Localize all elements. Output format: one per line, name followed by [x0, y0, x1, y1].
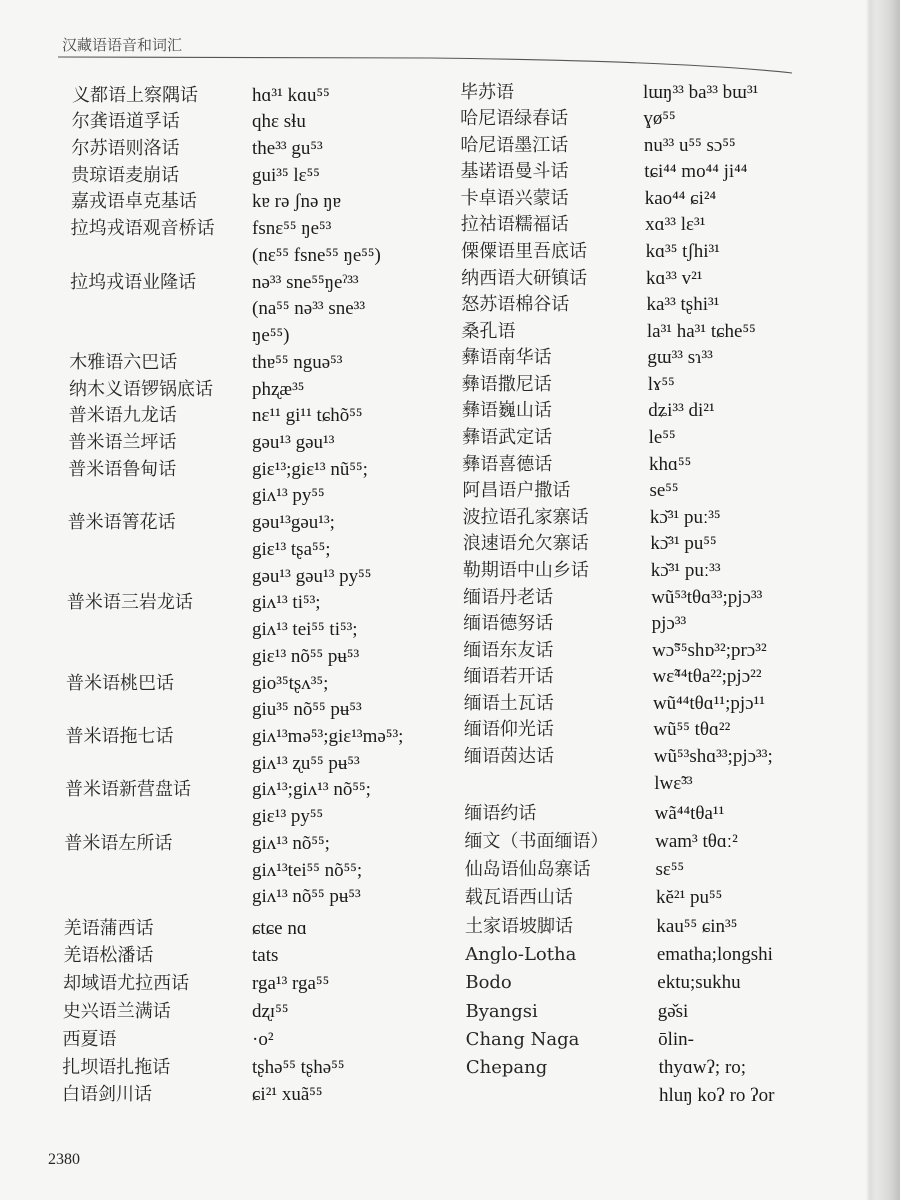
word-form: wũ⁵³tθɑ³³;pjɔ³³: [651, 586, 763, 608]
dictionary-entry: [450, 530, 810, 557]
language-name: 义都语上察隅话: [72, 84, 198, 106]
word-form: giʌ¹³ py⁵⁵: [252, 485, 325, 507]
word-form: gəu¹³ gəu¹³: [252, 431, 335, 453]
word-form: giʌ¹³ tei⁵⁵ ti⁵³;: [252, 619, 358, 641]
language-name: 拉坞戎语观音桥话: [70, 218, 215, 240]
language-name: 卡卓语兴蒙话: [460, 187, 569, 209]
word-form: wam³ tθɑː²: [655, 830, 738, 852]
language-name: 尔苏语则洛话: [71, 137, 180, 159]
language-name: 羌语松潘话: [63, 945, 154, 967]
dictionary-entry: [55, 429, 450, 456]
word-form: the³³ gu⁵³: [252, 137, 323, 159]
language-name: 纳西语大研镇话: [461, 267, 588, 289]
word-form: giʌ¹³ nõ⁵⁵ pʉ⁵³: [252, 886, 361, 908]
dictionary-entry: [450, 998, 810, 1025]
running-head: 汉藏语语音和词汇: [62, 36, 183, 54]
dictionary-entry: [450, 344, 810, 371]
language-name: 浪速语允欠寨话: [462, 533, 589, 555]
word-form: qhɛ sɬu: [252, 111, 306, 133]
word-form: wɔ̃⁵⁵shɒ³²;prɔ³²: [652, 639, 767, 661]
dictionary-entry: [55, 1054, 450, 1081]
language-name: 勒期语中山乡话: [462, 559, 589, 581]
word-form: thɐ⁵⁵ nguə⁵³: [252, 351, 343, 373]
word-form: kɐ rə ʃnə ŋɐ: [252, 191, 342, 213]
dictionary-entry: [450, 743, 810, 797]
word-form: lɤ⁵⁵: [647, 373, 675, 395]
language-name: 尔龚语道孚话: [71, 111, 180, 133]
word-form: ka³³ tʂhi³¹: [646, 294, 720, 316]
word-form: ektu;sukhu: [657, 972, 741, 994]
language-name: 毕苏语: [460, 81, 514, 103]
dictionary-entry: [450, 637, 810, 664]
dictionary-entry: [55, 162, 450, 189]
dictionary-entry: [450, 1054, 810, 1109]
dictionary-entry: [55, 349, 450, 376]
language-name: 桑孔语: [461, 320, 516, 342]
word-form: ematha;longshi: [656, 944, 773, 965]
dictionary-entry: [450, 913, 810, 940]
word-form: giɛ¹³ py⁵⁵: [252, 806, 324, 828]
language-name: 扎坝语扎拖话: [62, 1056, 171, 1078]
language-name: 白语剑川话: [62, 1084, 152, 1106]
dictionary-entry: [450, 856, 810, 883]
word-form: phʐæ³⁵: [252, 378, 305, 400]
language-name: 怒苏语棉谷话: [461, 294, 570, 316]
dictionary-entry: [55, 108, 450, 135]
language-name: 傈僳语里吾底话: [460, 240, 587, 262]
dictionary-entry: [450, 800, 810, 827]
dictionary-entry: [450, 884, 810, 911]
right-column: [450, 72, 810, 1122]
language-name: 缅语约话: [464, 802, 537, 824]
language-name: 彝语武定话: [462, 427, 553, 449]
left-column: [55, 75, 450, 1120]
dictionary-entry: [450, 397, 810, 424]
word-form: lwɛ̃³³: [654, 772, 693, 794]
language-name: 土家语坡脚话: [465, 915, 574, 937]
language-name: 缅语仰光话: [463, 719, 554, 741]
header-rule-line: [58, 57, 792, 73]
language-name: 贵琼语麦崩话: [71, 164, 180, 186]
word-form: wũ⁵³shɑ³³;pjɔ³³;: [653, 746, 773, 767]
word-form: la³¹ ha³¹ tɕhe⁵⁵: [646, 320, 756, 342]
word-form: gio³⁵tʂʌ³⁵;: [252, 672, 329, 694]
language-name: 普米语兰坪话: [68, 431, 177, 453]
dictionary-entry: [450, 716, 810, 743]
word-form: kɔ̆³¹ pu⁵⁵: [650, 533, 717, 555]
dictionary-entry: [450, 291, 810, 318]
word-form: gəu¹³ gəu¹³ py⁵⁵: [252, 565, 372, 587]
word-form: kɑ³⁵ tʃhi³¹: [645, 240, 720, 262]
language-name: 缅语丹老话: [463, 586, 554, 608]
language-name: 缅语茵达话: [464, 746, 555, 767]
word-form: giʌ¹³ ʐu⁵⁵ pʉ⁵³: [252, 752, 360, 774]
word-form: giʌ¹³ nõ⁵⁵;: [252, 832, 330, 854]
language-name: 普米语鲁甸话: [68, 458, 177, 480]
word-form: pjɔ³³: [651, 613, 687, 635]
word-form: (na⁵⁵ nə³³ sne³³: [252, 298, 366, 320]
word-form: gə̌si: [657, 1000, 689, 1022]
dictionary-entry: [55, 402, 450, 429]
word-form: kau⁵⁵ ɕin³⁵: [656, 915, 738, 937]
language-name: 彝语巍山话: [461, 400, 552, 422]
dictionary-entry: [450, 690, 810, 717]
dictionary-entry: [55, 723, 450, 777]
dictionary-entry: [450, 318, 810, 345]
language-name: 普米语三岩龙话: [66, 592, 193, 614]
word-form: ŋe⁵⁵): [252, 325, 290, 347]
word-form: gui³⁵ lɛ⁵⁵: [252, 164, 320, 186]
dictionary-entry: [55, 376, 450, 403]
dictionary-entry: [450, 610, 810, 637]
word-form: se⁵⁵: [649, 480, 679, 502]
language-name: 彝语南华话: [461, 347, 552, 369]
word-form: hɑ³¹ kɑu⁵⁵: [252, 84, 330, 106]
word-form: dʑi³³ di²¹: [648, 400, 715, 422]
word-form: kao⁴⁴ ɕi²⁴: [644, 187, 717, 209]
word-form: ɕi²¹ xuã⁵⁵: [252, 1084, 323, 1106]
word-form: wũ⁴⁴tθɑ¹¹;pjɔ¹¹: [652, 692, 765, 714]
word-form: ɕtɕe nɑ: [252, 917, 307, 939]
word-form: thyɑwʔ; ro;: [658, 1057, 747, 1079]
language-name: 彝语撒尼话: [461, 373, 552, 395]
word-form: fsnɛ⁵⁵ ŋe⁵³: [252, 218, 332, 240]
word-form: giʌ¹³mə⁵³;giɛ¹³mə⁵³;: [252, 726, 404, 748]
language-name: 缅语土瓦话: [463, 692, 554, 714]
language-name: Bodo: [465, 972, 512, 994]
word-form: tʂhə⁵⁵ tʂhə⁵⁵: [252, 1056, 345, 1078]
dictionary-entry: [450, 663, 810, 690]
dictionary-entry: [450, 424, 810, 451]
language-name: 木雅语六巴话: [69, 351, 178, 373]
word-form: rga¹³ rga⁵⁵: [252, 973, 330, 995]
word-form: tɕi⁴⁴ mo⁴⁴ ji⁴⁴: [644, 161, 748, 183]
language-name: 缅语若开话: [463, 666, 554, 688]
dictionary-entry: [450, 828, 810, 855]
word-form: giɛ¹³;giɛ¹³ nũ⁵⁵;: [252, 458, 368, 480]
word-form: le⁵⁵: [648, 427, 676, 449]
language-name: 基诺语曼斗话: [460, 161, 569, 183]
word-form: hluŋ koʔ ro ʔor: [659, 1085, 775, 1107]
dictionary-entry: [450, 969, 810, 996]
dictionary-entry: [450, 557, 810, 584]
language-name: 普米语左所话: [64, 832, 173, 854]
word-form: dʐɪ⁵⁵: [252, 1000, 289, 1022]
word-form: nɛ¹¹ gi¹¹ tɕhõ⁵⁵: [252, 405, 363, 427]
language-name: 彝语喜德话: [462, 453, 553, 475]
dictionary-entry: [55, 1026, 450, 1053]
dictionary-entry: [450, 941, 810, 968]
dictionary-entry: [450, 584, 810, 611]
language-name: 普米语拖七话: [65, 726, 174, 748]
dictionary-entry: [55, 215, 450, 269]
word-form: gəu¹³gəu¹³;: [252, 512, 335, 534]
dictionary-entry: [450, 185, 810, 212]
word-form: wã⁴⁴tθa¹¹: [654, 802, 725, 824]
language-name: 拉祜语糯福话: [460, 214, 569, 236]
dictionary-entry: [450, 211, 810, 238]
word-form: kɔ̆³¹ puː³³: [650, 559, 721, 581]
language-name: 普米语新营盘话: [64, 779, 191, 801]
dictionary-entry: [55, 776, 450, 830]
word-form: ·o²: [252, 1028, 274, 1050]
language-name: 却域语尤拉西话: [63, 973, 190, 995]
language-name: 纳木义语锣锅底话: [69, 378, 214, 400]
word-form: lɯŋ³³ ba³³ bɯ³¹: [643, 81, 759, 103]
dictionary-entry: [55, 135, 450, 162]
word-form: kɔ̆³¹ puː³⁵: [649, 506, 721, 528]
word-form: nu³³ u⁵⁵ sɔ⁵⁵: [643, 134, 736, 156]
language-name: 羌语蒲西话: [63, 917, 154, 939]
dictionary-entry: [55, 509, 450, 589]
language-name: Chepang: [465, 1057, 548, 1079]
language-name: 仙岛语仙岛寨话: [464, 859, 591, 881]
word-form: giʌ¹³ ti⁵³;: [252, 592, 321, 614]
word-form: sɛ⁵⁵: [655, 859, 685, 881]
language-name: 阿昌语户撒话: [462, 480, 571, 502]
dictionary-entry: [55, 1081, 450, 1108]
word-form: gɯ³³ sɿ³³: [647, 347, 713, 369]
word-form: khɑ⁵⁵: [649, 453, 692, 475]
language-name: 哈尼语绿春话: [460, 108, 569, 130]
language-name: 普米语桃巴话: [66, 672, 175, 694]
word-form: xɑ³³ lɛ³¹: [645, 214, 706, 236]
language-name: Byangsi: [465, 1000, 538, 1022]
word-form: (nɛ⁵⁵ fsne⁵⁵ ŋe⁵⁵): [252, 244, 381, 266]
dictionary-entry: [450, 265, 810, 292]
word-form: giɛ¹³ tʂa⁵⁵;: [252, 538, 331, 560]
word-form: kĕ²¹ pu⁵⁵: [655, 887, 723, 909]
language-name: Chang Naga: [465, 1028, 580, 1050]
dictionary-entry: [450, 79, 810, 106]
dictionary-entry: [450, 1026, 810, 1053]
dictionary-entry: [55, 830, 450, 910]
word-form: wũ⁵⁵ tθɑ²²: [653, 719, 731, 741]
word-form: nə³³ sne⁵⁵ŋeˀ³³: [252, 271, 359, 293]
dictionary-entry: [55, 456, 450, 510]
dictionary-entry: [450, 477, 810, 504]
dictionary-entry: [55, 188, 450, 215]
language-name: 缅语德努话: [463, 613, 554, 635]
dictionary-entry: [450, 504, 810, 531]
word-form: ɣø⁵⁵: [643, 108, 676, 130]
language-name: 缅语东友话: [463, 639, 554, 661]
dictionary-entry: [450, 451, 810, 478]
word-form: giʌ¹³;giʌ¹³ nõ⁵⁵;: [252, 779, 371, 801]
dictionary-entry: [450, 371, 810, 398]
word-form: tats: [252, 945, 279, 967]
dictionary-entry: [450, 105, 810, 132]
dictionary-entry: [55, 670, 450, 724]
word-form: giʌ¹³tei⁵⁵ nõ⁵⁵;: [252, 859, 363, 881]
word-form: giu³⁵ nõ⁵⁵ pʉ⁵³: [252, 699, 362, 721]
dictionary-entry: [55, 942, 450, 969]
page-edge-shadow: [866, 0, 900, 1200]
dictionary-entry: [55, 82, 450, 109]
word-form: wɛ̃⁴⁴tθa²²;pjɔ²²: [652, 666, 762, 688]
language-name: 载瓦语西山话: [464, 887, 573, 909]
language-name: 普米语箐花话: [67, 512, 176, 534]
page-number: 2380: [48, 1151, 80, 1168]
dictionary-entry: [55, 915, 450, 942]
language-name: 嘉戎语卓克基话: [70, 191, 197, 213]
dictionary-entry: [55, 998, 450, 1025]
language-name: 拉坞戎语业隆话: [70, 271, 197, 293]
dictionary-entry: [55, 589, 450, 669]
word-form: ōlin-: [658, 1028, 695, 1050]
language-name: Anglo-Lotha: [465, 944, 577, 965]
language-name: 西夏语: [62, 1028, 117, 1050]
word-form: giɛ¹³ nõ⁵⁵ pʉ⁵³: [252, 645, 360, 667]
dictionary-entry: [450, 158, 810, 185]
language-name: 波拉语孔家寨话: [462, 506, 589, 528]
language-name: 普米语九龙话: [68, 405, 177, 427]
dictionary-entry: [55, 269, 450, 349]
word-form: kɑ³³ v²¹: [646, 267, 703, 289]
dictionary-entry: [450, 132, 810, 159]
dictionary-entry: [450, 238, 810, 265]
language-name: 史兴语兰满话: [62, 1000, 171, 1022]
language-name: 缅文（书面缅语）: [464, 830, 609, 852]
dictionary-entry: [55, 970, 450, 997]
language-name: 哈尼语墨江话: [460, 134, 569, 156]
